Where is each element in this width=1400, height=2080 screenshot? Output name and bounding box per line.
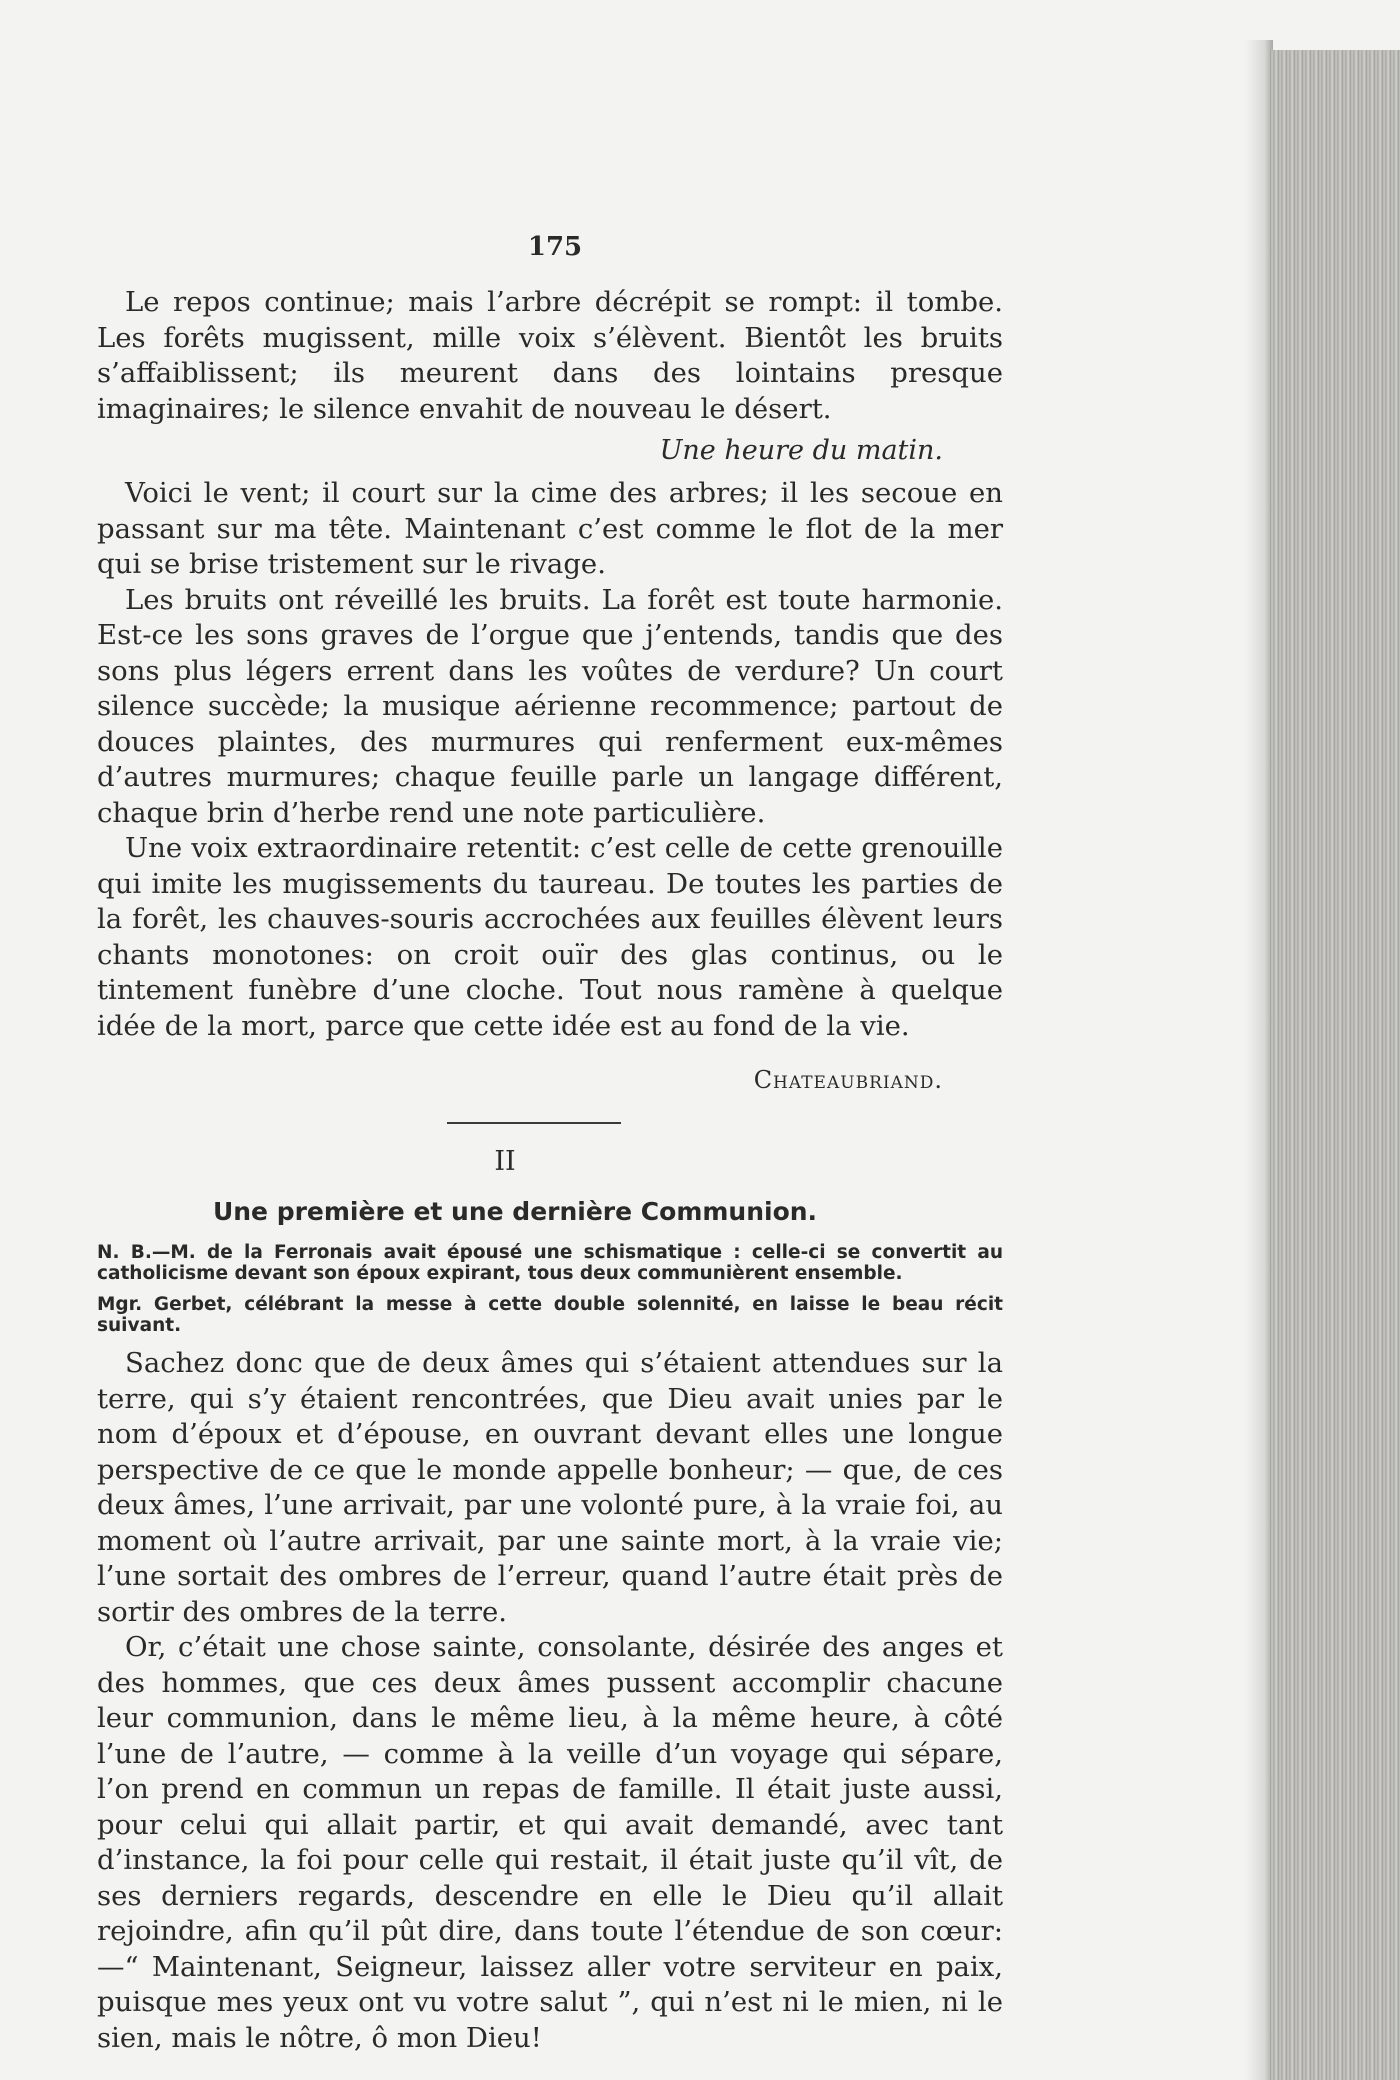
section-divider	[447, 1122, 621, 1124]
page-gutter-shadow	[1245, 40, 1273, 2080]
paragraph: Or, c’était une chose sainte, consolante, désirée des anges et des hommes, que ces deux âmes pussent accomplir chacune leur communion, dans le même lieu, à la même heure, à côté l’une de l’autre, — comme à la veille d’un voyage qui sépare, l’on prend en commun un repas de famille. Il était juste aussi, pour celui qui allait partir, et qui avait demandé, avec tant d’instance, la foi pour celle qui restait, il était juste qu’il vît, de ses derniers regards, descendre en elle le Dieu qu’il allait rejoindre, afin qu’il pût dire, dans toute l’étendue de son cœur: —“ Maintenant, Seigneur, laissez aller votre serviteur en paix, puisque mes yeux ont vu votre salut ”, qui n’est ni le mien, ni le sien, mais le nôtre, ô mon Dieu!	[97, 1631, 1003, 2054]
page-edge-stack	[1270, 50, 1400, 2080]
section-title: Une première et une dernière Communion.	[212, 1197, 818, 1226]
section-numeral: II	[494, 1146, 516, 1177]
paragraph: Une voix extraordinaire retentit: c’est celle de cette grenouille qui imite les mugissements du taureau. De toutes les parties de la forêt, les chauves-souris accrochées aux feuilles élèvent leurs chants monotones: on croit ouïr des glas continus, ou le tintement funèbre d’une cloche. Tout nous ramène à quelque idée de la mort, parce que cette idée est au fond de la vie.	[97, 832, 1003, 1042]
paragraph: Les bruits ont réveillé les bruits. La forêt est toute harmonie. Est-ce les sons graves de l’orgue que j’entends, tandis que des sons plus légers errent dans les voûtes de verdure? Un court silence succède; la musique aérienne recommence; partout de douces plaintes, des murmures qui renferment eux-mêmes d’autres murmures; chaque feuille parle un langage différent, chaque brin d’herbe rend une note particulière.	[97, 583, 1003, 829]
author-signature: Chateaubriand.	[753, 1066, 943, 1094]
text-column	[97, 285, 1003, 2056]
page-number: 175	[527, 232, 583, 262]
paragraph: Voici le vent; il court sur la cime des arbres; il les secoue en passant sur ma tête. Maintenant c’est comme le flot de la mer qui se brise tristement sur le rivage.	[97, 477, 1003, 580]
editorial-note: N. B.—M. de la Ferronais avait épousé une schismatique : celle-ci se convertit au catholicisme devant son époux expirant, tous deux communièrent ensemble.	[97, 1242, 1003, 1284]
editorial-note: Mgr. Gerbet, célébrant la messe à cette double solennité, en laisse le beau récit suivant.	[97, 1294, 1003, 1336]
paragraph: Le repos continue; mais l’arbre décrépit se rompt: il tombe. Les forêts mugissent, mille voix s’élèvent. Bientôt les bruits s’affaiblissent; ils meurent dans des lointains presque imaginaires; le silence envahit de nouveau le désert.	[97, 286, 1003, 425]
paragraph: Sachez donc que de deux âmes qui s’étaient attendues sur la terre, qui s’y étaient rencontrées, que Dieu avait unies par le nom d’époux et d’épouse, en ouvrant devant elles une longue perspective de ce que le monde appelle bonheur; — que, de ces deux âmes, l’une arrivait, par une volonté pure, à la vraie foi, au moment où l’autre arrivait, par une sainte mort, à la vraie vie; l’une sortait des ombres de l’erreur, quand l’autre était près de sortir des ombres de la terre.	[97, 1347, 1003, 1628]
dateline: Une heure du matin.	[659, 435, 943, 466]
